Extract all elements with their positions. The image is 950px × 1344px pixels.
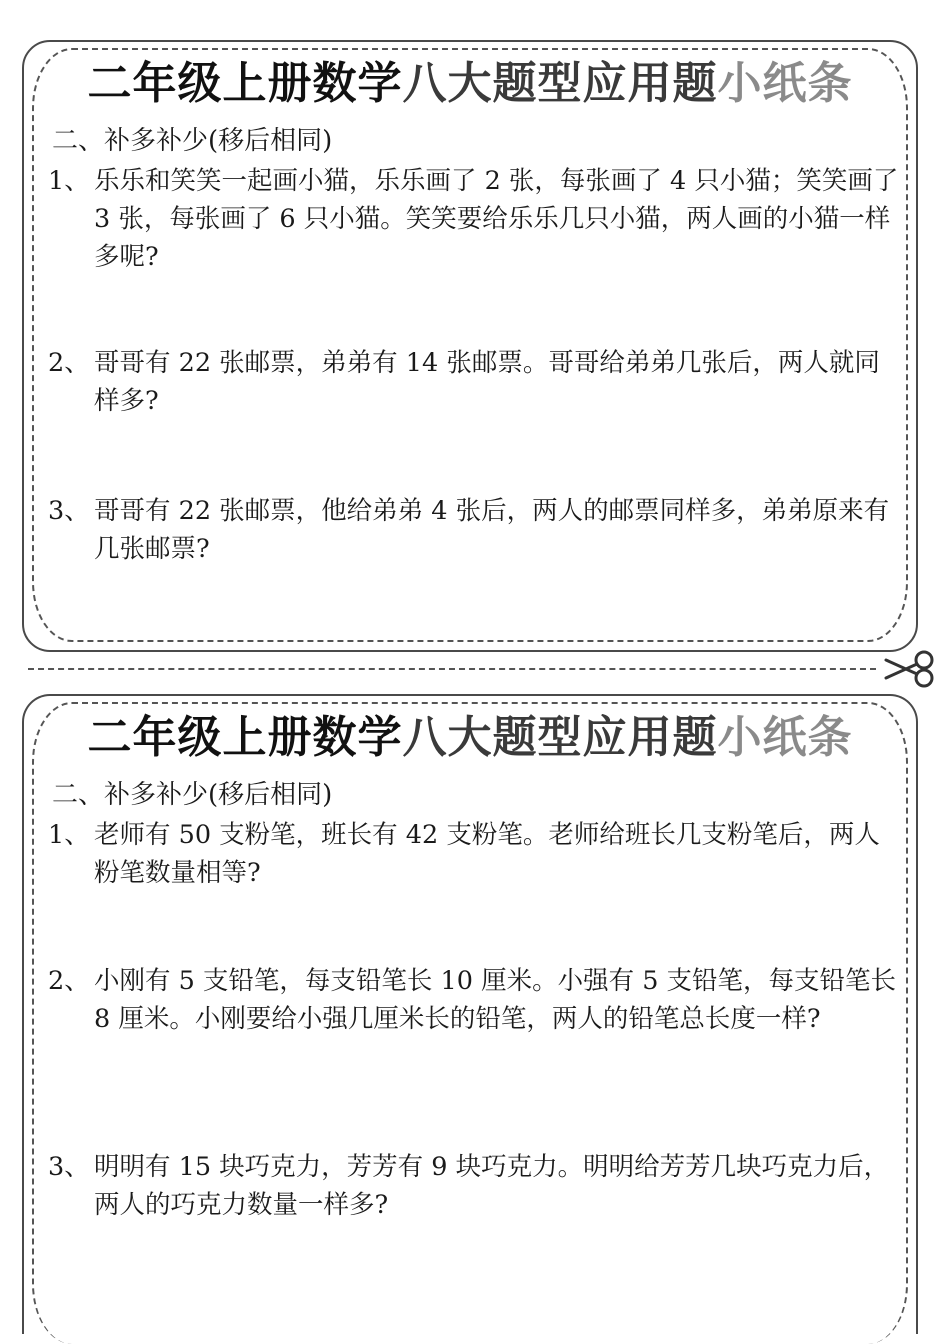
question-text: 小刚有 5 支铅笔，每支铅笔长 10 厘米。小强有 5 支铅笔，每支铅笔长 8 厘米。小刚要给小强几厘米长的铅笔，两人的铅笔总长度一样? — [94, 966, 897, 1034]
section-heading: 二、补多补少(移后相同) — [52, 126, 333, 156]
question-number: 3、 — [48, 496, 90, 526]
title-part-note: 小纸条 — [717, 58, 853, 109]
title-part-grade: 二年级上册数学 — [87, 58, 403, 109]
title-part-note: 小纸条 — [717, 712, 853, 763]
section-heading: 二、补多补少(移后相同) — [52, 780, 333, 810]
scissors-icon — [880, 648, 936, 690]
question-text: 乐乐和笑笑一起画小猫，乐乐画了 2 张，每张画了 4 只小猫；笑笑画了 3 张，每张画了 6 只小猫。笑笑要给乐乐几只小猫，两人画的小猫一样多呢? — [94, 166, 899, 272]
question-1 — [48, 816, 902, 892]
question-2 — [48, 344, 902, 420]
question-2 — [48, 962, 902, 1038]
note-card-2 — [22, 694, 918, 1334]
question-3 — [48, 492, 902, 568]
question-number: 2、 — [48, 348, 90, 378]
note-card-1 — [22, 40, 918, 652]
question-3 — [48, 1148, 902, 1224]
question-text: 哥哥有 22 张邮票，他给弟弟 4 张后，两人的邮票同样多，弟弟原来有几张邮票? — [94, 496, 890, 564]
card-title — [24, 56, 916, 112]
title-part-types: 八大题型应用题 — [402, 58, 718, 109]
question-text: 明明有 15 块巧克力，芳芳有 9 块巧克力。明明给芳芳几块巧克力后，两人的巧克力数量一样多? — [94, 1152, 890, 1220]
title-part-types: 八大题型应用题 — [402, 712, 718, 763]
question-text: 老师有 50 支粉笔，班长有 42 支粉笔。老师给班长几支粉笔后，两人粉笔数量相等? — [94, 820, 880, 888]
question-1 — [48, 162, 902, 276]
title-part-grade: 二年级上册数学 — [87, 712, 403, 763]
question-number: 1、 — [48, 820, 90, 850]
cut-line — [28, 668, 876, 670]
question-number: 1、 — [48, 166, 90, 196]
question-text: 哥哥有 22 张邮票，弟弟有 14 张邮票。哥哥给弟弟几张后，两人就同样多? — [94, 348, 880, 416]
question-number: 3、 — [48, 1152, 90, 1182]
question-number: 2、 — [48, 966, 90, 996]
card-title — [24, 710, 916, 766]
